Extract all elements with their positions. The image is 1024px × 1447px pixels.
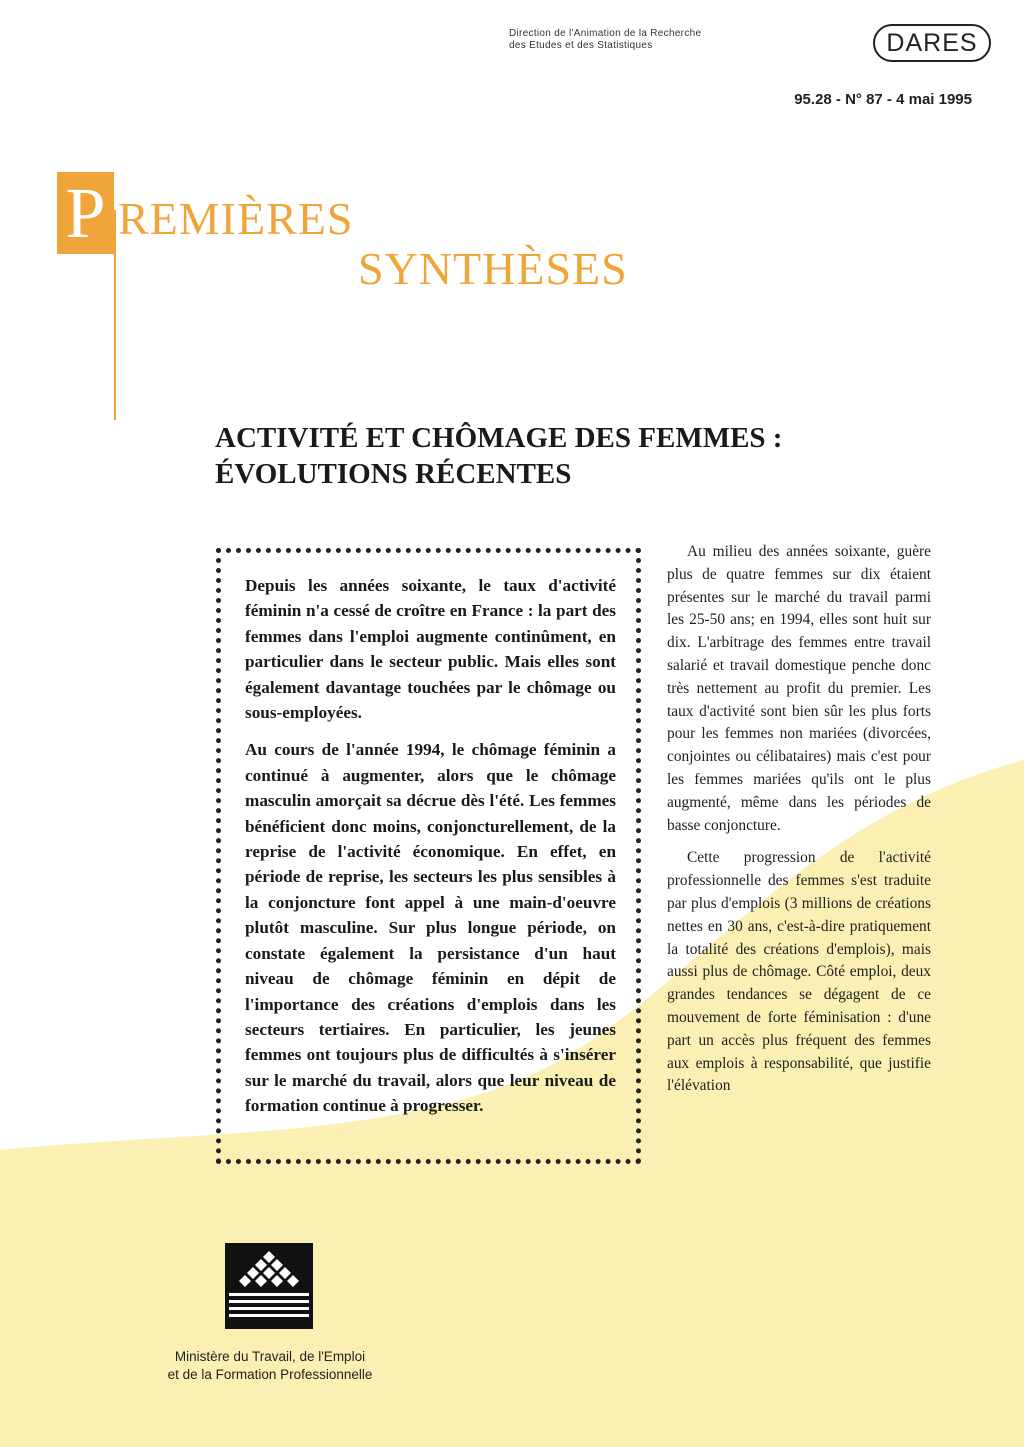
article-title-line-1: ACTIVITÉ ET CHÔMAGE DES FEMMES : <box>215 422 783 454</box>
body-paragraph-2: Cette progression de l'activité professionnelle des femmes s'est traduite par plus d'emplois (3 millions de créations nettes en 30 ans, c'est-à-dire pratiquement la totalité des créations d'emplois), mais aussi plus de chômage. Côté emploi, deux grandes tendances se dégagent de ce mouvement de forte féminisation : d'une part un accès plus fréquent des femmes aux emplois à responsabilité, que justifie l'élévation <box>667 849 931 1095</box>
title-rule <box>114 210 116 420</box>
article-title-line-2: ÉVOLUTIONS RÉCENTES <box>215 458 572 490</box>
ministry-emblem-icon <box>225 1243 313 1329</box>
org-line-2: des Etudes et des Statistiques <box>509 40 653 51</box>
summary-box <box>216 548 641 1164</box>
issue-number: 95.28 - N° 87 - 4 mai 1995 <box>794 91 972 108</box>
body-paragraph-1: Au milieu des années soixante, guère plus de quatre femmes sur dix étaient présentes sur le marché du travail parmi les 25-50 ans; en 1994, elles sont huit sur dix. L'arbitrage des femmes entre travail salarié et travail domestique penche donc très nettement au profit du premier. Les taux d'activité sont bien sûr les plus forts pour les femmes non mariées (divorcées, conjointes ou célibataires) mais c'est pour les femmes mariées qu'ils ont le plus augmenté, même dans les périodes de basse conjoncture. <box>667 543 931 834</box>
article-title <box>215 420 855 492</box>
series-title-line-2: SYNTHÈSES <box>358 243 628 294</box>
summary-paragraph-2: Au cours de l'année 1994, le chômage féminin a continué à augmenter, alors que le chômage masculin amorçait sa décrue dès l'été. Les femmes bénéficient donc moins, conjoncturellement, de la reprise de l'activité économique. En effet, en période de reprise, les secteurs les plus sensibles à la conjoncture font appel à une main-d'oeuvre plutôt masculine. Sur plus longue période, on constate également la persistance d'un haut niveau de chômage féminin en dépit de l'importance des créations d'emplois dans les secteurs tertiaires. En particulier, les jeunes femmes ont toujours plus de difficultés à s'insérer sur le marché du travail, alors que leur niveau de formation continue à progresser. <box>245 740 616 1116</box>
series-title-initial: P <box>57 172 114 254</box>
body-column <box>667 541 931 1108</box>
org-header <box>509 28 759 52</box>
org-line-1: Direction de l'Animation de la Recherche <box>509 28 702 39</box>
ministry-line-1: Ministère du Travail, de l'Emploi <box>174 1349 366 1364</box>
ministry-name <box>130 1348 410 1384</box>
dares-logo: DARES <box>873 24 991 62</box>
series-title-line-1: REMIÈRES <box>118 193 354 244</box>
ministry-line-2: et de la Formation Professionnelle <box>167 1367 373 1382</box>
summary-paragraph-1: Depuis les années soixante, le taux d'activité féminin n'a cessé de croître en France : la part des femmes dans l'emploi augmente continûment, en particulier dans le secteur public. Mais elles sont également davantage touchées par le chômage ou sous-employées. <box>245 576 616 723</box>
